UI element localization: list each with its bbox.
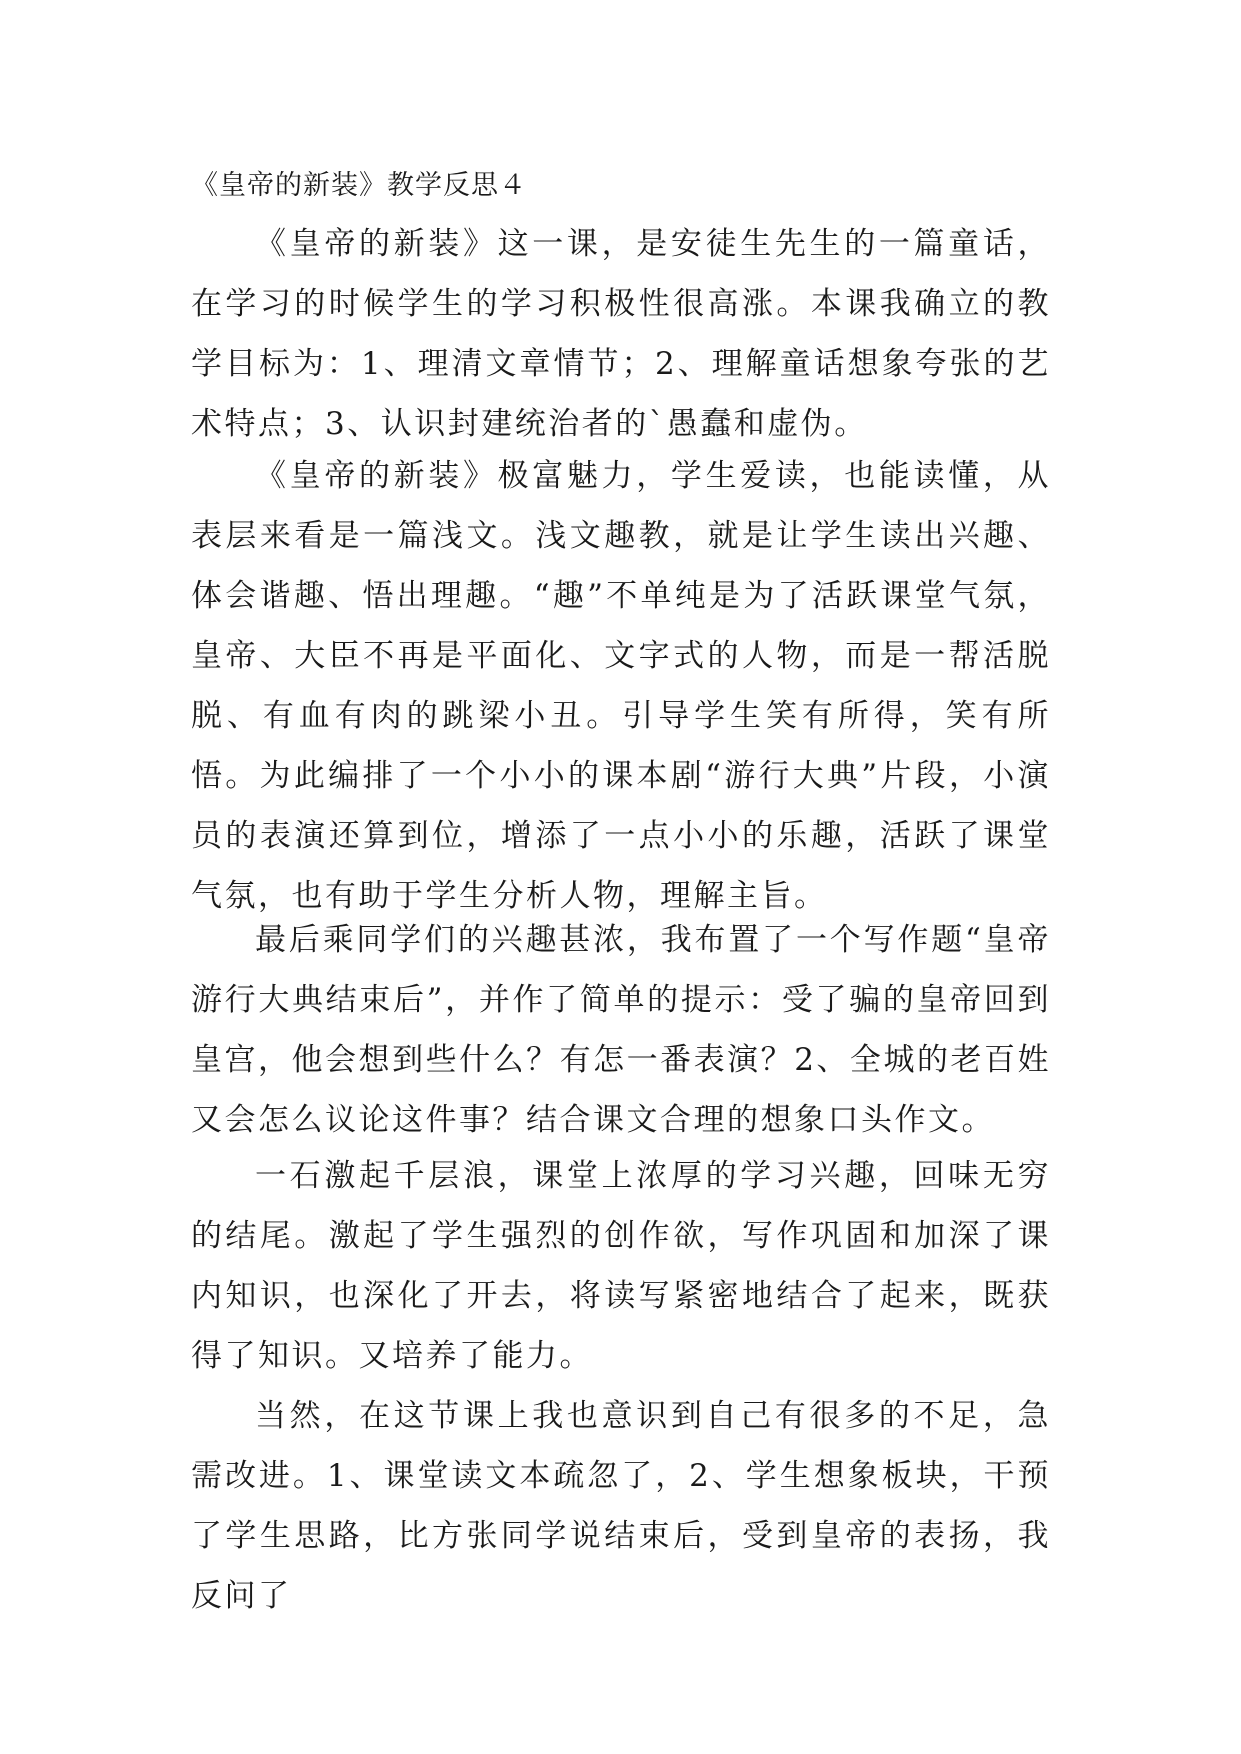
paragraph-3: 最后乘同学们的兴趣甚浓，我布置了一个写作题“皇帝游行大典结束后”，并作了简单的提示：受了骗的皇帝回到皇宫，他会想到些什么？有怎一番表演？2、全城的老百姓又会怎么议论这件事？结合课文合理的想象口头作文。 <box>191 922 1051 1138</box>
paragraph-4: 一石激起千层浪，课堂上浓厚的学习兴趣，回味无穷的结尾。激起了学生强烈的创作欲，写作巩固和加深了课内知识，也深化了开去，将读写紧密地结合了起来，既获得了知识。又培养了能力。 <box>191 1158 1051 1374</box>
paragraph-1: 《皇帝的新装》这一课，是安徒生先生的一篇童话，在学习的时候学生的学习积极性很高涨。本课我确立的教学目标为：1、理清文章情节；2、理解童话想象夸张的艺术特点；3、认识封建统治者的`愚蠢和虚伪。 <box>191 226 1051 442</box>
paragraph-5: 当然，在这节课上我也意识到自己有很多的不足，急需改进。1、课堂读文本疏忽了，2、学生想象板块，干预了学生思路，比方张同学说结束后，受到皇帝的表扬，我反问了 <box>191 1398 1051 1614</box>
document-title: 《皇帝的新装》教学反思４ <box>191 170 527 201</box>
paragraph-2: 《皇帝的新装》极富魅力，学生爱读，也能读懂，从表层来看是一篇浅文。浅文趣教，就是让学生读出兴趣、体会谐趣、悟出理趣。“趣”不单纯是为了活跃课堂气氛，皇帝、大臣不再是平面化、文字式的人物，而是一帮活脱脱、有血有肉的跳梁小丑。引导学生笑有所得，笑有所悟。为此编排了一个小小的课本剧“游行大典”片段，小演员的表演还算到位，增添了一点小小的乐趣，活跃了课堂气氛，也有助于学生分析人物，理解主旨。 <box>191 458 1051 914</box>
